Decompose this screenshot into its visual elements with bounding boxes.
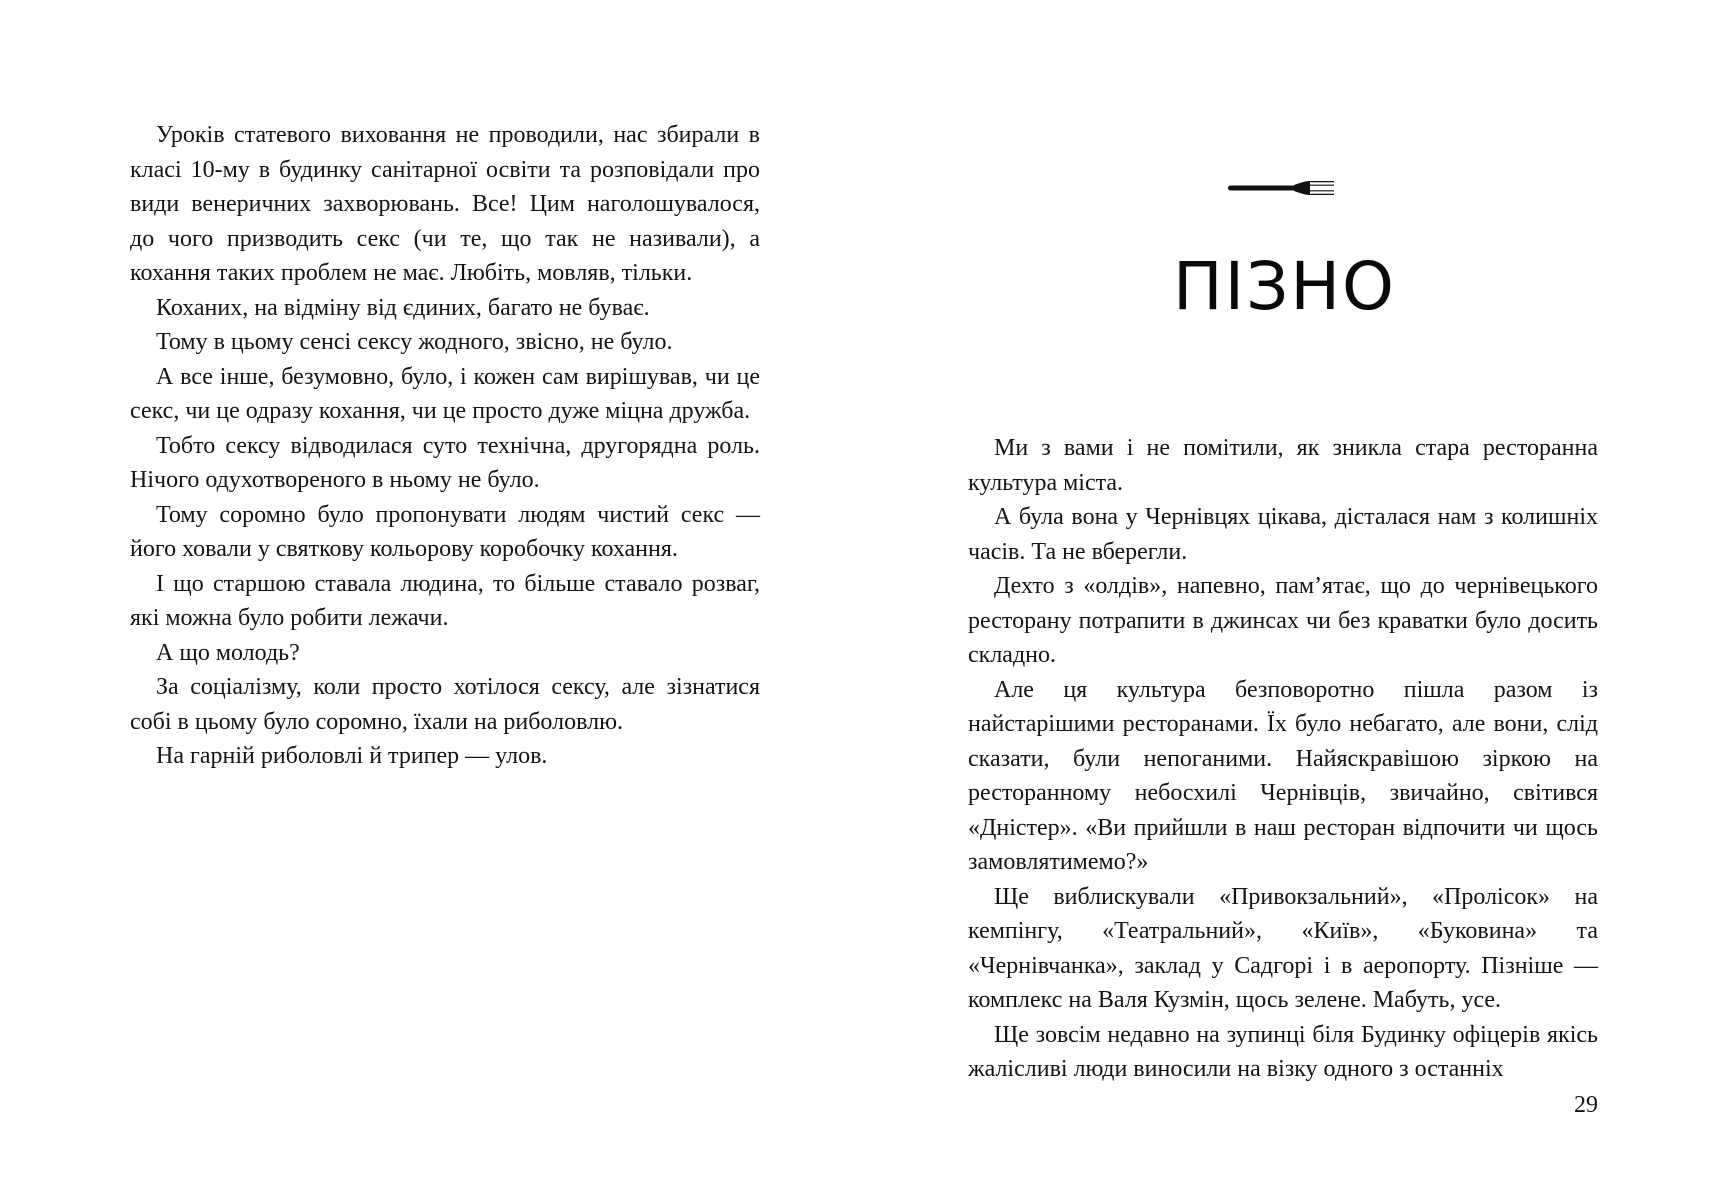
left-text-column [130,118,760,774]
paragraph: І що старшою ставала людина, то більше ставало розваг, які можна було робити лежачи. [130,570,760,631]
paragraph: Ще виблискували «Привокзальний», «Пролісок» на кемпінгу, «Театральний», «Київ», «Буковина» та «Чернівчанка», заклад у Садгорі і в аеропорту. Пізніше — комплекс на Валя Кузмін, щось зелене. Мабуть, усе. [968,883,1598,1013]
fork-icon [1226,178,1336,198]
paragraph: Ще зовсім недавно на зупинці біля Будинку офіцерів якісь жалісливі люди виносили на візку одного з останніх [968,1021,1598,1082]
paragraph: Ми з вами і не помітили, як зникла стара ресторанна культура міста. [968,435,1598,496]
paragraph: Дехто з «олдів», напевно, пам’ятає, що до чернівецького ресторану потрапити в джинсах чи без краватки було досить складно. [968,573,1598,668]
right-page [856,0,1713,1182]
left-page [0,0,856,1182]
paragraph: Коханих, на відміну від єдиних, багато не буває. [156,294,650,321]
paragraph: Тому в цьому сенсі сексу жодного, звісно, не було. [156,329,673,355]
chapter-title: ПІЗНО [1173,248,1396,325]
paragraph: На гарній риболовлі й трипер — улов. [156,743,548,769]
paragraph: Тому соромно було пропонувати людям чистий секс — його ховали у святкову кольорову коробочку кохання. [130,501,760,562]
paragraph: А що молодь? [156,639,300,666]
right-text-column [968,431,1598,1087]
paragraph: А була вона у Чернівцях цікава, дісталася нам з колишніх часів. Та не вберегли. [968,504,1598,565]
paragraph: Уроків статевого виховання не проводили, нас збирали в класі 10-му в будинку санітарної освіти та розповідали про види венеричних захворювань. Все! Цим наголошувалося, до чого призводить секс (чи те, що так не називали), а кохання таких проблем не має. Любіть, мовляв, тільки. [130,122,760,286]
paragraph: Але ця культура безповоротно пішла разом із найстарішими ресторанами. Їх було небагато, але вони, слід сказати, були непоганими. Найяскравішою зіркою на ресторанному небосхилі Чернівців, звичайно, світився «Дністер». «Ви прийшли в наш ресторан відпочити чи щось замовлятимемо?» [968,676,1598,875]
paragraph: Тобто сексу відводилася суто технічна, другорядна роль. Нічого одухотвореного в ньому не було. [130,432,760,493]
page-number: 29 [1574,1092,1598,1118]
paragraph: За соціалізму, коли просто хотілося сексу, але зізнатися собі в цьому було соромно, їхали на риболовлю. [130,674,760,735]
paragraph: А все інше, безумовно, було, і кожен сам вирішував, чи це секс, чи це одразу кохання, чи це просто дуже міцна дружба. [130,363,760,424]
